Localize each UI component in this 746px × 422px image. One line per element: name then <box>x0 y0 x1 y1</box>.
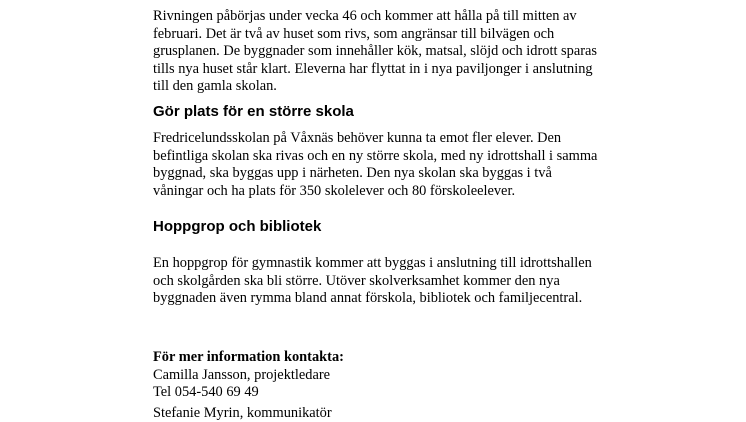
paragraph-line: Fredricelundsskolan på Våxnäs behöver kunna ta emot fler elever. Den <box>153 130 562 146</box>
contact-heading: För mer information kontakta: <box>153 349 344 365</box>
paragraph-line: byggnaden även rymma bland annat förskola, bibliotek och familjecentral. <box>153 290 583 307</box>
intro-paragraph <box>153 8 633 96</box>
paragraph-line: till den gamla skolan. <box>153 78 277 95</box>
paragraph-line: En hoppgrop för gymnastik kommer att byggas i anslutning till idrottshallen <box>153 255 592 271</box>
paragraph-line: grusplanen. De byggnader som innehåller kök, matsal, slöjd och idrott sparas <box>153 43 598 60</box>
bigger-school-paragraph <box>153 130 633 200</box>
paragraph-line: våningar och ha plats för 350 skolelever och 80 förskoleelever. <box>153 182 516 199</box>
contact-person-phone: Tel 054-540 69 49 <box>153 384 259 401</box>
paragraph-line: februari. Det är två av huset som rivs, som angränsar till bilvägen och <box>153 25 555 42</box>
library-paragraph <box>153 255 633 308</box>
paragraph-line: Rivningen påbörjas under vecka 46 och kommer att hålla på till mitten av <box>153 8 577 24</box>
paragraph-line: tills nya huset står klart. Eleverna har flyttat in i nya paviljonger i anslutning <box>153 60 593 77</box>
paragraph-line: befintliga skolan ska rivas och en ny större skola, med ny idrottshall i samma <box>153 147 598 164</box>
paragraph-line: byggnad, ska byggas upp i närheten. Den nya skolan ska byggas i två <box>153 165 552 182</box>
paragraph-line: och skolgården ska bli större. Utöver skolverksamhet kommer den nya <box>153 272 560 289</box>
section-heading-bigger-school: Gör plats för en större skola <box>153 103 354 120</box>
contact-person-name: Stefanie Myrin, kommunikatör <box>153 404 332 421</box>
contact-block <box>153 349 633 422</box>
section-heading-library: Hoppgrop och bibliotek <box>153 218 322 235</box>
contact-person-name: Camilla Jansson, projektledare <box>153 366 331 383</box>
